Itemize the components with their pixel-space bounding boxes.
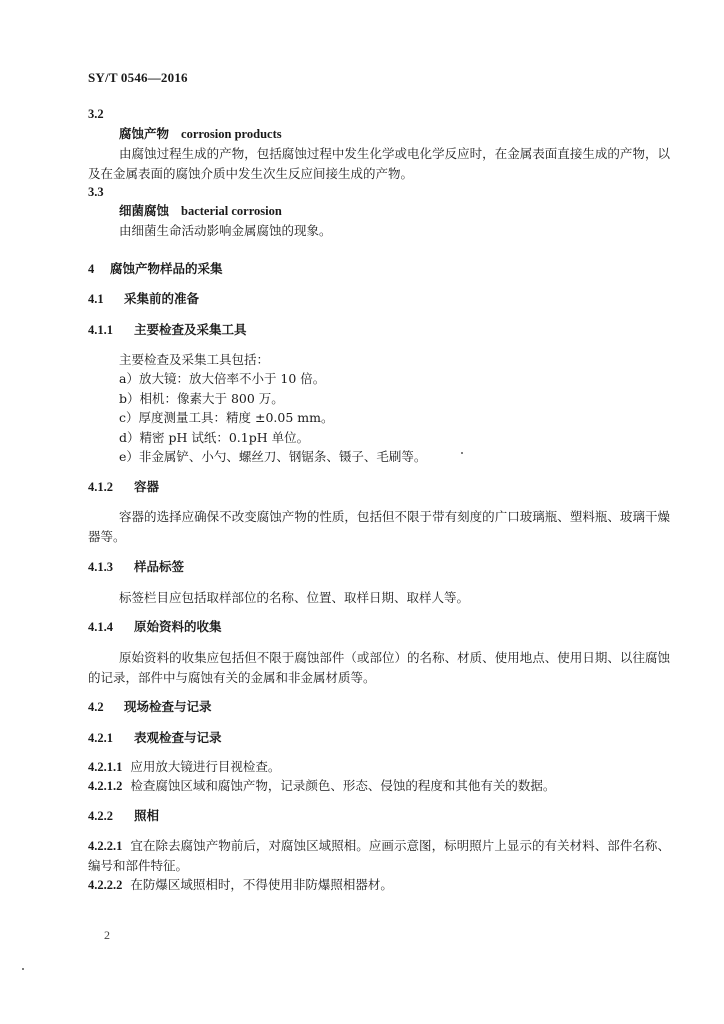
section-title: 腐蚀产物样品的采集: [110, 261, 223, 276]
section-number: 4.1.3: [88, 560, 113, 574]
section-title: 现场检查与记录: [124, 699, 212, 714]
paragraph-4-1-3: 标签栏目应包括取样部位的名称、位置、取样日期、取样人等。: [119, 590, 470, 605]
section-number: 4.2: [88, 700, 104, 714]
list-item: d）精密 pH 试纸：0.1pH 单位。: [119, 430, 310, 445]
tools-intro: 主要检查及采集工具包括：: [119, 352, 270, 367]
section-number: 4.1.2: [88, 480, 113, 494]
standard-code: SY/T 0546—2016: [88, 70, 188, 85]
section-number: 4.1.1: [88, 323, 113, 337]
clause-number: 4.2.1.1: [88, 760, 123, 774]
clause-4-2-1-1: [88, 757, 670, 777]
scan-speck: [22, 968, 24, 970]
section-heading-4-2-1: [88, 728, 670, 748]
definition-3-2: 由腐蚀过程生成的产物，包括腐蚀过程中发生化学或电化学反应时，在金属表面直接生成的产物，以及在金属表面的腐蚀介质中发生次生反应间接生成的产物。: [88, 146, 670, 181]
section-title: 表观检查与记录: [134, 730, 222, 745]
section-title: 原始资料的收集: [134, 619, 222, 634]
page-number: 2: [104, 928, 110, 942]
section-number: 4.1.4: [88, 620, 113, 634]
scan-speck: [461, 452, 463, 454]
term-chinese: 腐蚀产物: [119, 126, 170, 141]
list-item: b）相机：像素大于 800 万。: [119, 391, 284, 406]
clause-4-2-1-2: [88, 776, 670, 796]
section-title: 样品标签: [134, 559, 185, 574]
clause-4-2-2-1: [88, 836, 670, 876]
term-english: corrosion products: [181, 127, 282, 141]
section-heading-4-1: [88, 289, 670, 309]
term-english: bacterial corrosion: [181, 204, 282, 218]
term-chinese: 细菌腐蚀: [119, 203, 170, 218]
section-number: 4.2.1: [88, 731, 113, 745]
section-title: 主要检查及采集工具: [134, 322, 247, 337]
paragraph-4-1-2: 容器的选择应确保不改变腐蚀产物的性质，包括但不限于带有刻度的广口玻璃瓶、塑料瓶、玻璃干燥器等。: [88, 509, 670, 544]
list-item: a）放大镜：放大倍率不小于 10 倍。: [119, 371, 326, 386]
section-number: 4: [88, 262, 95, 276]
term-3-2: [88, 124, 701, 144]
section-heading-4-1-4: [88, 617, 670, 637]
clause-number: 4.2.1.2: [88, 779, 123, 793]
clause-text: 检查腐蚀区域和腐蚀产物，记录颜色、形态、侵蚀的程度和其他有关的数据。: [130, 778, 556, 793]
term-3-3: [88, 201, 701, 221]
section-heading-4: [88, 259, 670, 279]
clause-text: 应用放大镜进行目视检查。: [130, 759, 281, 774]
section-number: 4.2.2: [88, 809, 113, 823]
clause-4-2-2-2: [88, 875, 670, 895]
clause-number: 4.2.2.1: [88, 839, 123, 853]
section-heading-4-2: [88, 697, 670, 717]
section-heading-4-2-2: [88, 806, 670, 826]
definition-3-3: 由细菌生命活动影响金属腐蚀的现象。: [119, 223, 332, 238]
clause-text: 宜在除去腐蚀产物前后，对腐蚀区域照相。应画示意图，标明照片上显示的有关材料、部件名称、编号和部件特征。: [88, 838, 670, 873]
section-heading-4-1-1: [88, 320, 670, 340]
clause-text: 在防爆区域照相时，不得使用非防爆照相器材。: [130, 877, 393, 892]
clause-number: 4.2.2.2: [88, 878, 123, 892]
clause-number-3-2: 3.2: [88, 107, 104, 121]
section-number: 4.1: [88, 292, 104, 306]
section-heading-4-1-2: [88, 477, 670, 497]
list-item: c）厚度测量工具：精度 ±0.05 mm。: [119, 410, 334, 425]
section-heading-4-1-3: [88, 557, 670, 577]
paragraph-4-1-4: 原始资料的收集应包括但不限于腐蚀部件（或部位）的名称、材质、使用地点、使用日期、以往腐蚀的记录，部件中与腐蚀有关的金属和非金属材质等。: [88, 650, 670, 685]
clause-number-3-3: 3.3: [88, 185, 104, 199]
section-title: 照相: [134, 808, 160, 823]
section-title: 容器: [134, 479, 160, 494]
section-title: 采集前的准备: [124, 291, 200, 306]
list-item: e）非金属铲、小勺、螺丝刀、钢锯条、镊子、毛刷等。: [119, 449, 427, 464]
